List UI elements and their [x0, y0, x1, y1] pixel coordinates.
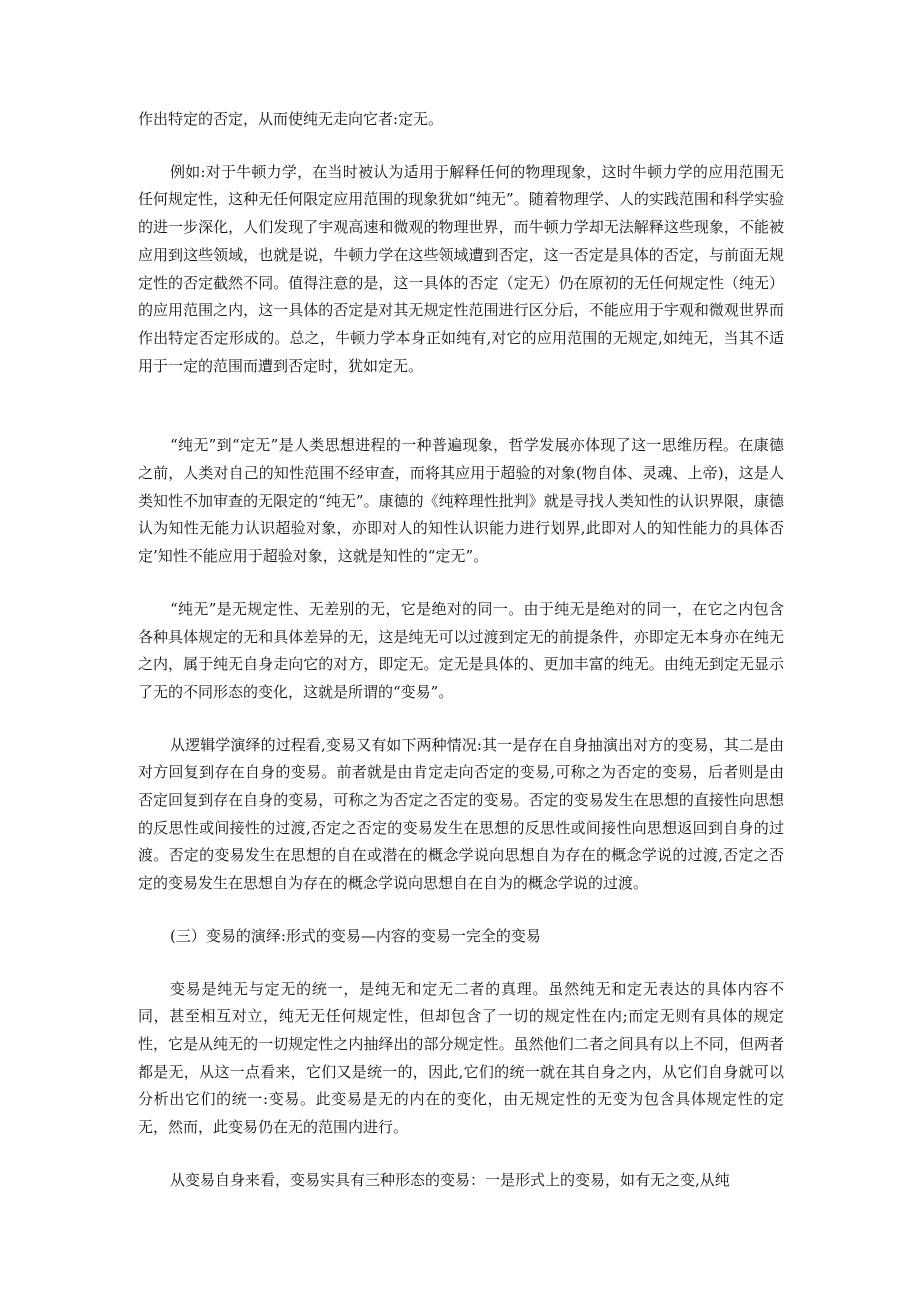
paragraph-gap: [138, 898, 784, 923]
section-heading: (三）变易的演绎:形式的变易—内容的变易一完全的变易: [170, 926, 541, 945]
paragraph-gap: [138, 1142, 784, 1167]
paragraph-gap: [138, 571, 784, 596]
paragraph-newton-example: 例如:对于牛顿力学，在当时被认为适用于解释任何的物理现象，这时牛顿力学的应用范围无任何规定性，这种无任何限定应用范围的现象犹如“纯无”。随着物理学、人的实践范围和科学实验的进一步深化，人们发现了宇观高速和微观的物理世界，而牛顿力学却无法解释这些现象，不能被应用到这些领域，也就是说，牛顿力学在这些领域遭到否定，这一否定是具体的否定，与前面无规定性的否定截然不同。值得注意的是，这一具体的否定（定无）仍在原初的无任何规定性（纯无）的应用范围之内，这一具体的否定是对其无规定性范围进行区分后，不能应用于宇观和微观世界而作出特定否定形成的。总之，牛顿力学本身正如纯有,对它的应用范围的无规定,如纯无，当其不适用于一定的范围而遭到否定时，犹如定无。: [138, 162, 784, 375]
paragraph-kant: “纯无”到“定无”是人类思想进程的一种普遍现象，哲学发展亦体现了这一思维历程。在康德之前，人类对自己的知性范围不经审查，而将其应用于超验的对象(物自体、灵魂、上帝)，这是人类知性不加审查的无限定的“纯无”。康德的《纯粹理性批判》就是寻找人类知性的认识界限，康德认为知性无能力认识超验对象，亦即对人的知性认识能力进行划界,此即对人的知性能力的具体否定’知性不能应用于超验对象，这就是知性的“定无”。: [138, 436, 784, 566]
document-page: [138, 106, 784, 1195]
paragraph-continuation: 作出特定的否定，从而使纯无走向它者:定无。: [138, 110, 444, 128]
paragraph-three-forms: 从变易自身来看，变易实具有三种形态的变易：一是形式上的变易，如有无之变,从纯: [170, 1170, 730, 1189]
paragraph-logic-deduction: 从逻辑学演绎的过程看,变易又有如下两种情况:其一是存在自身抽演出对方的变易，其二是由对方回复到存在自身的变易。前者就是由肯定走向否定的变易,可称之为否定的变易，后者则是由否定回复到存在自身的变易，可称之为否定之否定的变易。否定的变易发生在思想的直接性向思想的反思性或间接性的过渡,否定之否定的变易发生在思想的反思性或间接性向思想返回到自身的过渡。否定的变易发生在思想的自在或潜在的概念学说向思想自为存在的概念学说的过渡,否定之否定的变易发生在思想自为存在的概念学说向思想自在自为的概念学说的过渡。: [138, 735, 784, 893]
paragraph-pure-nothing: “纯无”是无规定性、无差别的无，它是绝对的同一。由于纯无是绝对的同一，在它之内包含各种具体规定的无和具体差异的无，这是纯无可以过渡到定无的前提条件，亦即定无本身亦在纯无之内，属于纯无自身走向它的对方，即定无。定无是具体的、更加丰富的纯无。由纯无到定无显示了无的不同形态的变化，这就是所谓的“变易”。: [138, 599, 784, 701]
paragraph-gap: [138, 134, 784, 159]
paragraph-gap: [138, 380, 784, 432]
paragraph-becoming-unity: 变易是纯无与定无的统一，是纯无和定无二者的真理。虽然纯无和定无表达的具体内容不同，甚至相互对立，纯无无任何规定性，但却包含了一切的规定性在内;而定无则有具体的规定性，它是从纯无的一切规定性之内抽绎出的部分规定性。虽然他们二者之间具有以上不同，但两者都是无，从这一点看来，它们又是统一的，因此,它们的统一就在其自身之内，从它们自身就可以分析出它们的统一:变易。此变易是无的内在的变化，由无规定性的无变为包含具体规定性的定无，然而，此变易仍在无的范围内进行。: [138, 979, 784, 1137]
paragraph-gap: [138, 951, 784, 976]
paragraph-gap: [138, 707, 784, 732]
